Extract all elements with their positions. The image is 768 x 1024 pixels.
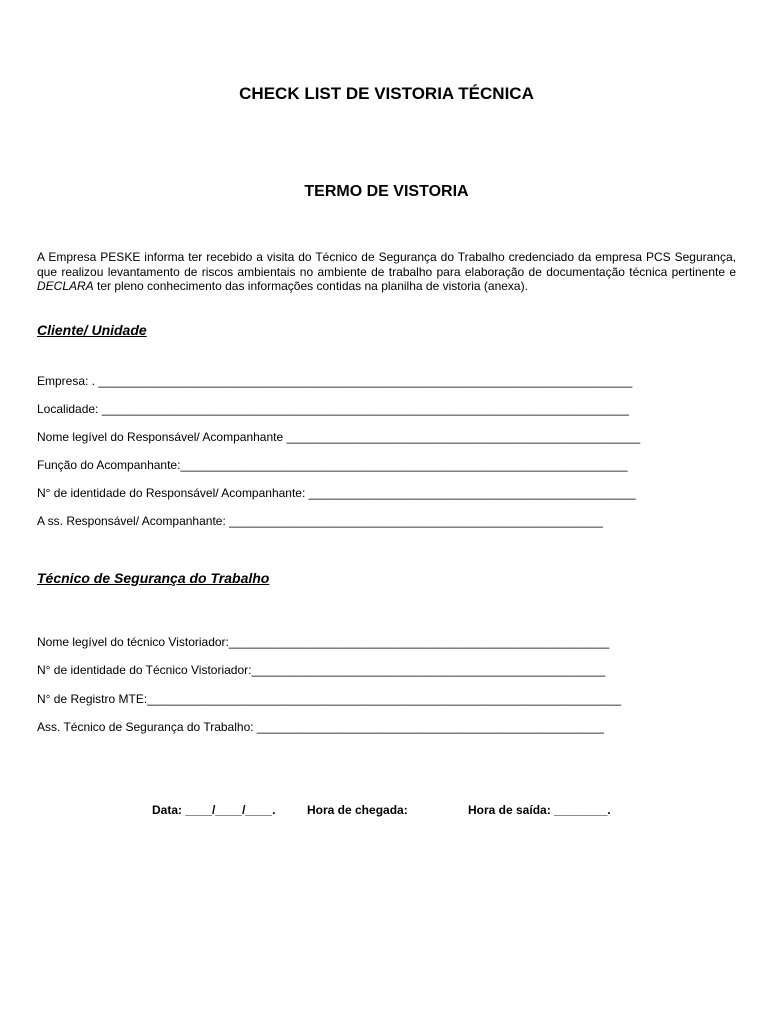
field-funcao-acompanhante: Função do Acompanhante:___________________________________________________________________ [37, 458, 628, 472]
intro-paragraph [37, 250, 736, 294]
field-responsavel-assinatura: A ss. Responsável/ Acompanhante: ________________________________________________________ [37, 514, 603, 528]
field-responsavel-identidade: N° de identidade do Responsável/ Acompanhante: _________________________________________________ [37, 486, 636, 500]
footer-arrival-time: Hora de chegada: [307, 803, 408, 817]
field-tecnico-assinatura: Ass. Técnico de Segurança do Trabalho: ____________________________________________________ [37, 720, 604, 734]
field-empresa: Empresa: . ________________________________________________________________________________ [37, 374, 633, 388]
field-responsavel-nome: Nome legível do Responsável/ Acompanhante _____________________________________________________ [37, 430, 641, 444]
client-section-heading: Cliente/ Unidade [37, 322, 147, 338]
intro-text-end: ter pleno conhecimento das informações contidas na planilha de vistoria (anexa). [93, 279, 528, 293]
intro-text-start: A Empresa PESKE informa ter recebido a visita do Técnico de Segurança do Trabalho credenciado da empresa PCS Segurança, que realizou levantamento de riscos ambientais no ambiente de trabalho para elaboração de documentação técnica pertinente e [37, 250, 736, 279]
intro-emphasis: DECLARA [37, 279, 94, 293]
field-tecnico-identidade: N° de identidade do Técnico Vistoriador:_____________________________________________________ [37, 663, 606, 677]
technician-section-heading: Técnico de Segurança do Trabalho [37, 570, 270, 586]
document-title: CHECK LIST DE VISTORIA TÉCNICA [239, 84, 534, 103]
field-registro-mte: N° de Registro MTE:_______________________________________________________________________ [37, 692, 622, 706]
footer-departure-time: Hora de saída: ________. [468, 803, 611, 817]
document-subtitle: TERMO DE VISTORIA [304, 183, 469, 200]
field-tecnico-nome: Nome legível do técnico Vistoriador:_________________________________________________________ [37, 635, 610, 649]
footer-date: Data: ____/____/____. [152, 803, 276, 817]
field-localidade: Localidade: _______________________________________________________________________________ [37, 402, 629, 416]
